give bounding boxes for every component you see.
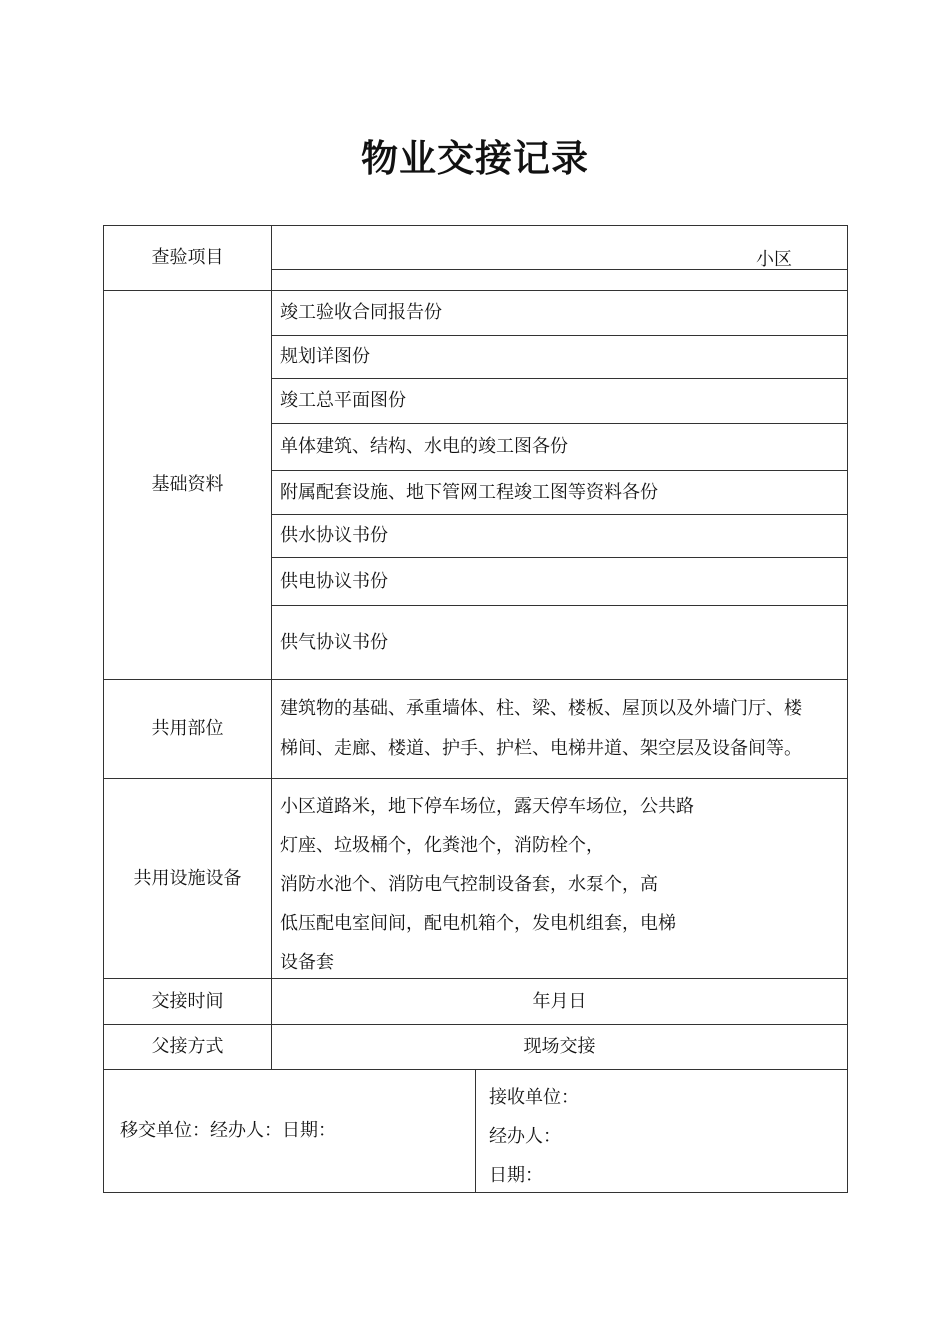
transfer-signature: 移交单位：经办人：日期： [120, 1120, 336, 1141]
project-label-cell [103, 225, 272, 291]
project-extra-cell [271, 269, 848, 291]
basic-item-text: 供电协议书份 [280, 570, 388, 592]
basic-item-text: 规划详图份 [280, 346, 370, 367]
receive-signature-cell [475, 1069, 848, 1193]
project-label: 查验项目 [151, 247, 224, 268]
receive-handler: 经办人： [489, 1126, 561, 1147]
shared-facilities-line: 设备套 [280, 952, 334, 973]
basic-item-text: 竣工验收合同报告份 [280, 302, 442, 323]
shared-parts-line: 建筑物的基础、承重墙体、柱、梁、楼板、屋顶以及外墙门厅、楼 [280, 698, 802, 719]
project-value: 小区 [756, 249, 792, 270]
transfer-signature-cell [103, 1069, 476, 1193]
shared-facilities-line: 灯座、垃圾桶个，化粪池个，消防栓个， [280, 835, 604, 856]
shared-facilities-cell [271, 778, 848, 979]
basic-item [271, 470, 848, 515]
shared-parts-line: 梯间、走廊、楼道、护手、护栏、电梯井道、架空层及设备间等。 [280, 738, 802, 759]
shared-parts-label: 共用部位 [151, 718, 224, 739]
handover-time-label: 交接时间 [151, 990, 224, 1012]
shared-facilities-line: 消防水池个、消防电气控制设备套，水泵个，高 [280, 874, 658, 895]
basic-item [271, 335, 848, 379]
basic-item [271, 514, 848, 558]
handover-method-label-cell [103, 1024, 272, 1070]
basic-label: 基础资料 [151, 474, 224, 495]
handover-time-value-cell [271, 978, 848, 1025]
basic-item [271, 378, 848, 424]
basic-item-text: 供水协议书份 [280, 525, 388, 546]
handover-method-value-cell [271, 1024, 848, 1070]
basic-item [271, 605, 848, 680]
basic-item-text: 供气协议书份 [280, 631, 388, 653]
basic-label-cell [103, 290, 272, 680]
basic-item [271, 423, 848, 471]
receive-date: 日期： [489, 1165, 543, 1186]
shared-facilities-line: 低压配电室间间，配电机箱个，发电机组套，电梯 [280, 913, 676, 934]
handover-time-value: 年月日 [532, 990, 587, 1012]
basic-item-text: 单体建筑、结构、水电的竣工图各份 [280, 436, 568, 457]
basic-item-text: 竣工总平面图份 [280, 390, 406, 411]
page-title: 物业交接记录 [361, 137, 589, 180]
shared-parts-cell [271, 679, 848, 779]
shared-facilities-line: 小区道路米，地下停车场位，露天停车场位，公共路 [280, 796, 694, 817]
handover-method-value: 现场交接 [523, 1036, 596, 1057]
handover-time-label-cell [103, 978, 272, 1025]
handover-method-label: 父接方式 [151, 1036, 224, 1057]
basic-item [271, 290, 848, 336]
basic-item-text: 附属配套设施、地下管网工程竣工图等资料各份 [280, 481, 658, 503]
shared-parts-label-cell [103, 679, 272, 779]
basic-item [271, 557, 848, 606]
receive-unit: 接收单位： [489, 1087, 579, 1108]
shared-facilities-label: 共用设施设备 [133, 867, 242, 889]
shared-facilities-label-cell [103, 778, 272, 979]
project-value-cell [271, 225, 848, 270]
